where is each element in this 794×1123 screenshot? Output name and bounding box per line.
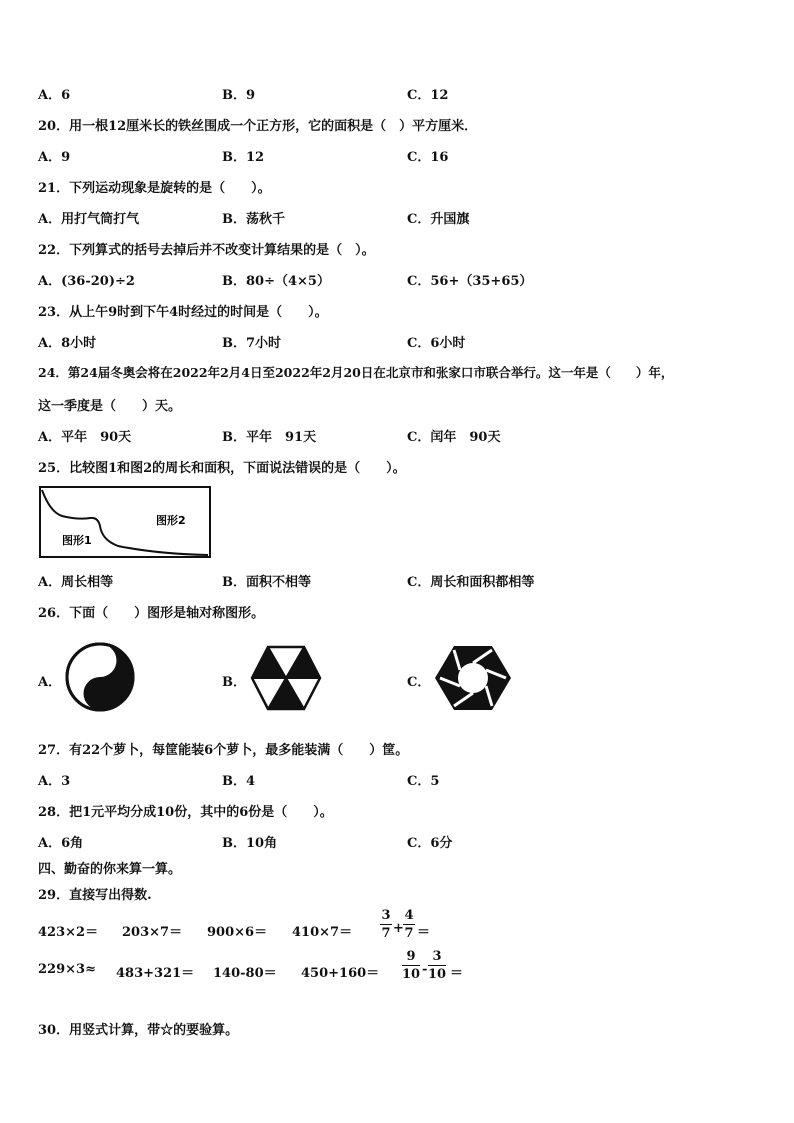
numerator: 9 [406, 949, 416, 964]
numerator: 3 [432, 949, 442, 964]
q27-option-c: C．5 [407, 774, 440, 789]
q28-option-b: B．10角 [222, 836, 278, 851]
q26-option-a: A． [38, 675, 62, 690]
q21-stem: 21．下列运动现象是旋转的是（ ）。 [38, 181, 271, 196]
q29-stem: 29．直接写出得数. [38, 888, 152, 903]
denominator: 7 [404, 926, 414, 941]
q20-option-a: A．9 [38, 150, 71, 165]
q26-option-b: B． [222, 675, 246, 690]
q26-option-c: C． [407, 675, 431, 690]
q21-option-b: B．荡秋千 [222, 212, 285, 227]
q25-stem: 25．比较图1和图2的周长和面积，下面说法错误的是（ ）。 [38, 461, 406, 476]
q30-stem: 30．用竖式计算，带☆的要验算。 [38, 1023, 239, 1038]
q22-option-b: B．80÷（4×5） [222, 274, 330, 289]
q28-option-a: A．6角 [38, 836, 84, 851]
hexagon-triangles-icon [250, 642, 322, 714]
fraction [380, 908, 392, 941]
q23-option-c: C．6小时 [407, 336, 466, 351]
fraction [428, 949, 446, 982]
q26-stem: 26．下面（ ）图形是轴对称图形。 [38, 606, 265, 621]
calc-item: 410×7＝ [292, 925, 353, 940]
q19-option-c: C．12 [407, 88, 449, 103]
q24-option-c: C．闰年 90天 [407, 430, 501, 445]
q22-stem: 22．下列算式的括号去掉后并不改变计算结果的是（ ）。 [38, 243, 375, 258]
q24-option-a: A．平年 90天 [38, 430, 132, 445]
denominator: 7 [381, 926, 391, 941]
q25-option-b: B．面积不相等 [222, 575, 311, 590]
q19-option-b: B．9 [222, 88, 256, 103]
q28-option-c: C．6分 [407, 836, 453, 851]
q20-option-b: B．12 [222, 150, 265, 165]
fraction [403, 908, 415, 941]
calc-item: 900×6＝ [207, 925, 268, 940]
q21-option-c: C．升国旗 [407, 212, 470, 227]
operator: + [393, 921, 404, 936]
q21-option-a: A．用打气筒打气 [38, 212, 140, 227]
yin-yang-icon [64, 641, 136, 713]
calc-item: 483+321＝ [116, 966, 195, 981]
q27-option-a: A．3 [38, 774, 71, 789]
q27-stem: 27．有22个萝卜，每筐能装6个萝卜，最多能装满（ ）筐。 [38, 743, 409, 758]
q24-option-b: B．平年 91天 [222, 430, 317, 445]
q24-stem-continued: 这一季度是（ ）天。 [38, 399, 182, 414]
q19-option-a: A．6 [38, 88, 71, 103]
numerator: 3 [381, 908, 391, 923]
q28-stem: 28．把1元平均分成10份，其中的6份是（ ）。 [38, 805, 333, 820]
section-heading: 四、勤奋的你来算一算。 [38, 862, 182, 877]
calc-item: 140-80＝ [213, 966, 277, 981]
q24-stem: 24．第24届冬奥会将在2022年2月4日至2022年2月20日在北京市和张家口市联合举行。这一年是（ ）年， [38, 365, 674, 380]
q22-option-c: C．56+（35+65） [407, 274, 533, 289]
equals-sign: ＝ [417, 925, 431, 940]
fraction [402, 949, 420, 982]
q20-option-c: C．16 [407, 150, 449, 165]
denominator: 10 [402, 967, 421, 982]
denominator: 10 [428, 967, 447, 982]
numerator: 4 [404, 908, 414, 923]
q25-option-a: A．周长相等 [38, 575, 114, 590]
q23-option-b: B．7小时 [222, 336, 282, 351]
q25-figure1-label: 图形1 [62, 534, 92, 547]
calc-item: 450+160＝ [301, 966, 380, 981]
equals-sign: ＝ [450, 966, 464, 981]
q23-stem: 23．从上午9时到下午4时经过的时间是（ ）。 [38, 305, 328, 320]
operator: - [422, 962, 428, 977]
calc-item: 229×3≈ [38, 962, 96, 977]
q23-option-a: A．8小时 [38, 336, 97, 351]
q25-figure2-label: 图形2 [156, 514, 186, 527]
q25-option-c: C．周长和面积都相等 [407, 575, 535, 590]
calc-item: 203×7＝ [122, 925, 183, 940]
q25-figure [38, 484, 214, 560]
q20-stem: 20．用一根12厘米长的铁丝围成一个正方形，它的面积是（ ）平方厘米． [38, 119, 478, 134]
calc-item: 423×2＝ [38, 925, 99, 940]
aperture-hexagon-icon [434, 644, 512, 712]
q27-option-b: B．4 [222, 774, 256, 789]
q22-option-a: A．(36-20)÷2 [38, 274, 135, 289]
